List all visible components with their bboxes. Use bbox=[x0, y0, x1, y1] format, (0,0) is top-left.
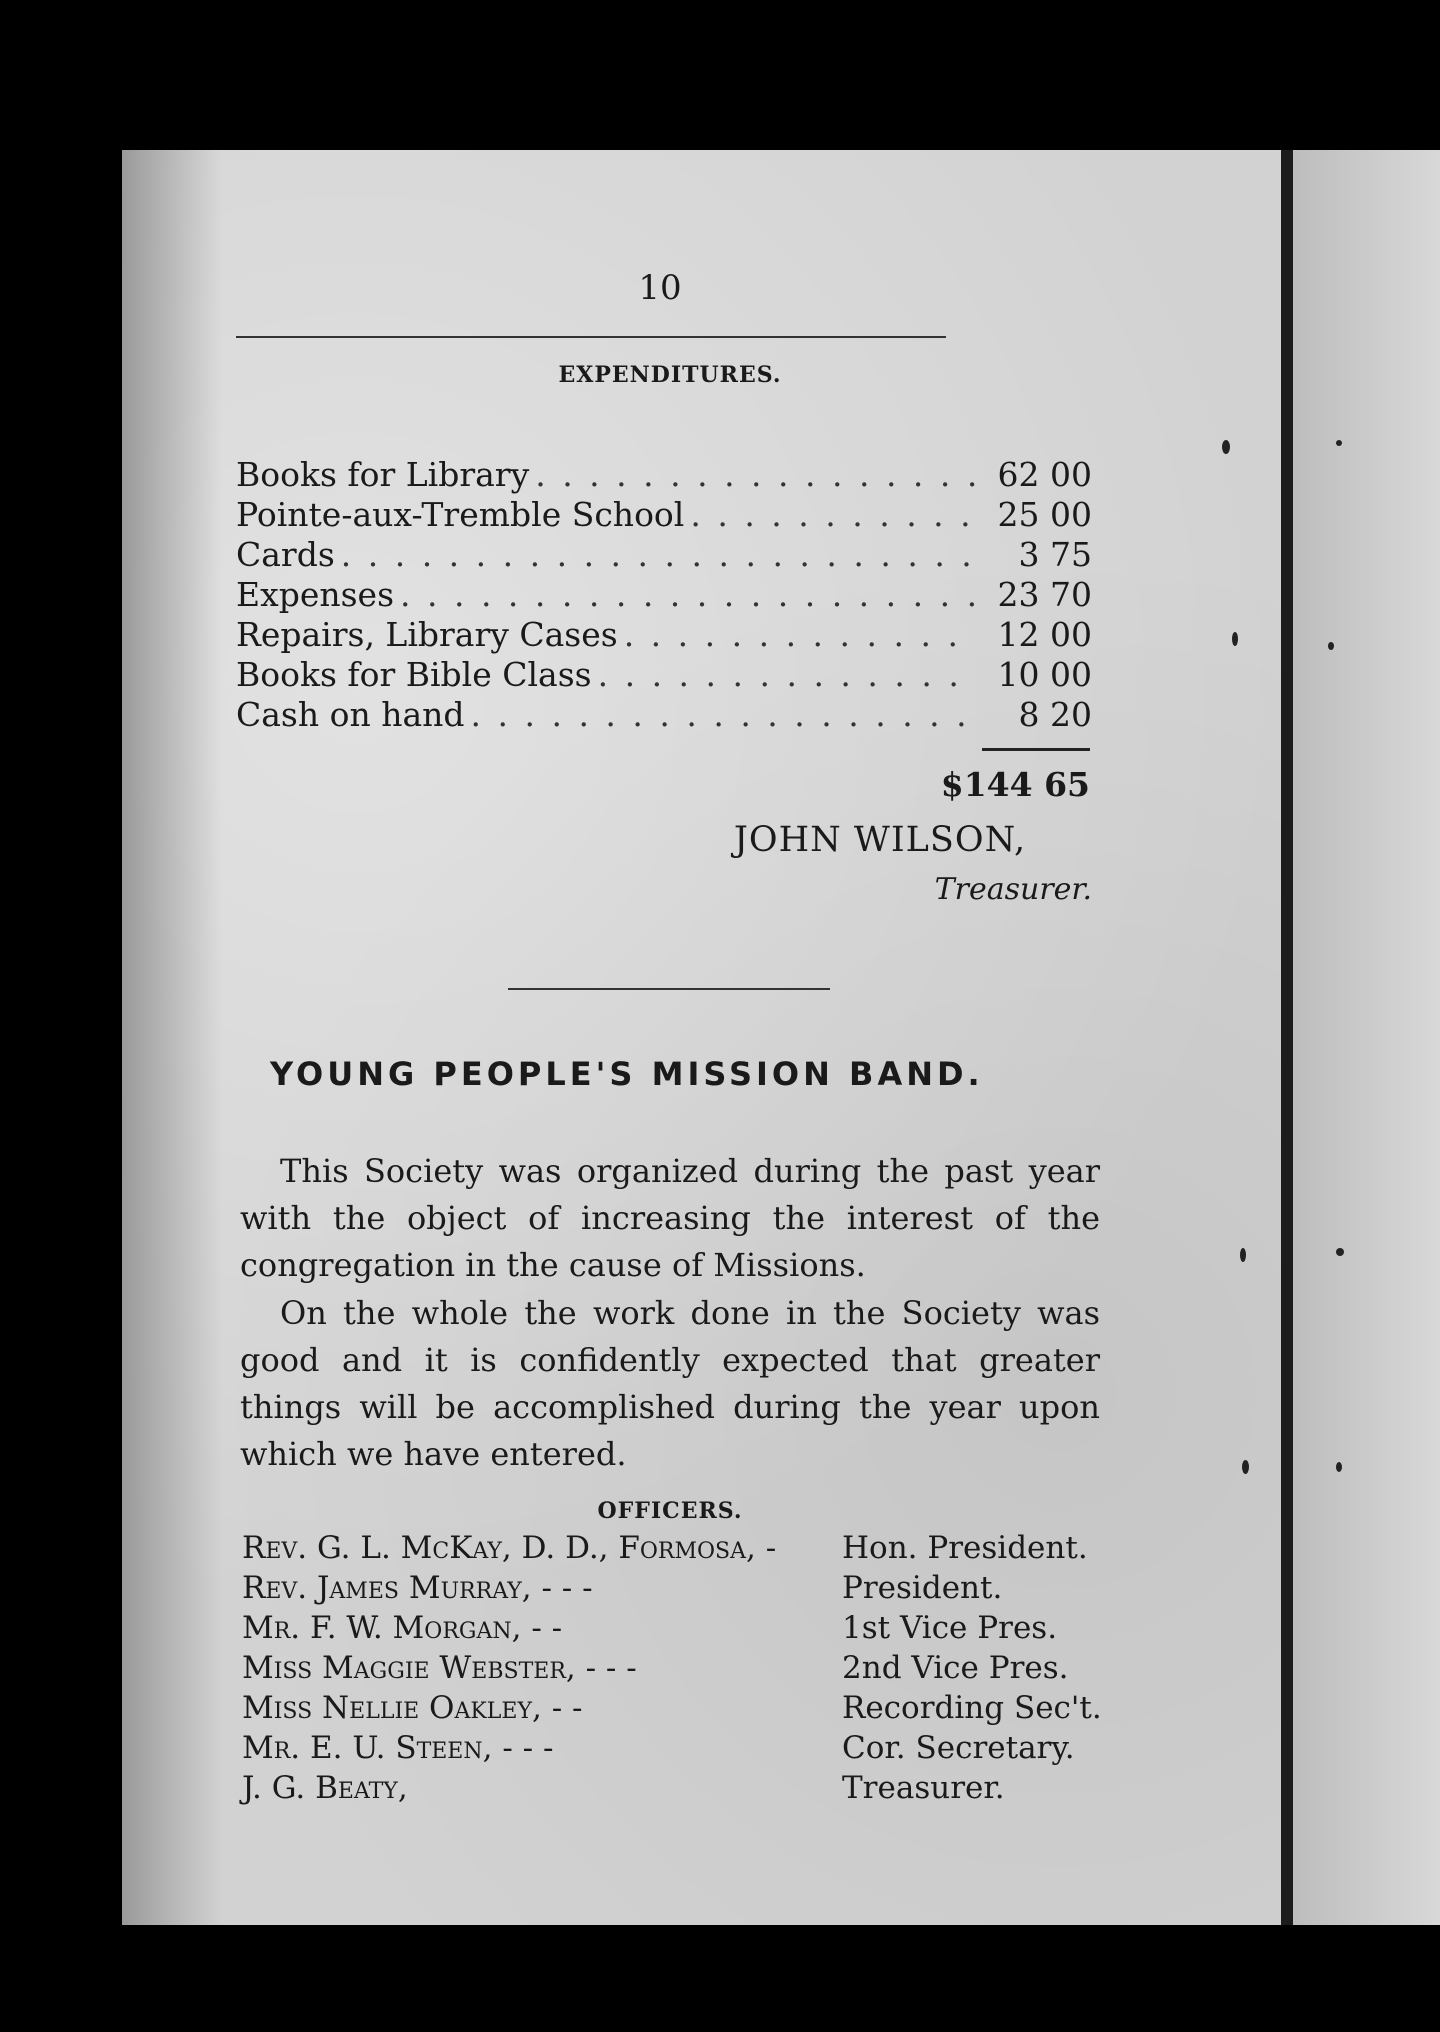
officer-role: Hon. President. bbox=[842, 1530, 1088, 1566]
facing-page-edge bbox=[1293, 150, 1440, 1925]
officer-role: Treasurer. bbox=[842, 1770, 1005, 1806]
officer-name: Miss Maggie Webster, - - - bbox=[242, 1650, 637, 1686]
dot-leader bbox=[341, 535, 976, 574]
expenditure-row bbox=[236, 455, 1092, 495]
total-rule bbox=[982, 748, 1090, 751]
header-rule bbox=[236, 336, 946, 338]
officer-name: Mr. E. U. Steen, - - - bbox=[242, 1730, 554, 1766]
expenditure-amount: 10 00 bbox=[997, 655, 1092, 694]
dot-leader bbox=[535, 455, 976, 494]
expenditure-amount: 8 20 bbox=[1008, 695, 1092, 734]
officer-name: J. G. Beaty, bbox=[242, 1770, 408, 1806]
expenditure-row bbox=[236, 615, 1092, 655]
page-shadow bbox=[122, 150, 222, 1925]
section-divider bbox=[508, 988, 830, 990]
expenditure-row bbox=[236, 575, 1092, 615]
officer-row bbox=[242, 1690, 1102, 1730]
officer-name: Miss Nellie Oakley, - - bbox=[242, 1690, 583, 1726]
page-number: 10 bbox=[638, 268, 682, 308]
officer-role: 1st Vice Pres. bbox=[842, 1610, 1058, 1646]
expenditure-label: Books for Bible Class bbox=[236, 655, 592, 694]
officer-name: Rev. G. L. McKay, D. D., Formosa, - bbox=[242, 1530, 777, 1566]
officer-row bbox=[242, 1650, 1102, 1690]
officer-row bbox=[242, 1530, 1102, 1570]
officers-list bbox=[242, 1530, 1102, 1810]
dot-leader bbox=[471, 695, 976, 734]
officer-row bbox=[242, 1770, 1102, 1810]
expenditure-row bbox=[236, 495, 1092, 535]
expenditure-amount: 62 00 bbox=[997, 455, 1092, 494]
officer-name: Rev. James Murray, - - - bbox=[242, 1570, 593, 1606]
expenditure-amount: 23 70 bbox=[997, 575, 1092, 614]
expenditures-heading: EXPENDITURES. bbox=[558, 362, 782, 388]
expenditures-table bbox=[236, 455, 1092, 735]
dot-leader bbox=[690, 495, 976, 534]
expenditure-amount: 25 00 bbox=[997, 495, 1092, 534]
officers-heading: OFFICERS. bbox=[597, 1498, 743, 1524]
expenditure-label: Books for Library bbox=[236, 455, 530, 494]
expenditure-label: Cash on hand bbox=[236, 695, 465, 734]
officer-row bbox=[242, 1570, 1102, 1610]
expenditure-label: Expenses bbox=[236, 575, 395, 614]
expenditures-total: $144 65 bbox=[940, 765, 1090, 804]
officer-row bbox=[242, 1730, 1102, 1770]
expenditure-amount: 12 00 bbox=[997, 615, 1092, 654]
dot-leader bbox=[400, 575, 976, 614]
book-gutter bbox=[1281, 150, 1293, 1925]
mission-band-paragraph-2: On the whole the work done in the Society was good and it is confidently expected that greater things will be accomplished during the year upon which we have entered. bbox=[240, 1294, 1100, 1473]
mission-band-paragraph-1: This Society was organized during the past year with the object of increasing the interest of the congregation in the cause of Missions. bbox=[240, 1152, 1100, 1284]
officer-name: Mr. F. W. Morgan, - - bbox=[242, 1610, 563, 1646]
treasurer-signature-title: Treasurer. bbox=[934, 872, 1092, 907]
expenditure-amount: 3 75 bbox=[1008, 535, 1092, 574]
expenditure-row bbox=[236, 535, 1092, 575]
expenditure-row bbox=[236, 655, 1092, 695]
mission-band-title: YOUNG PEOPLE'S MISSION BAND. bbox=[270, 1055, 984, 1093]
officer-role: President. bbox=[842, 1570, 1003, 1606]
expenditure-label: Cards bbox=[236, 535, 335, 574]
officer-role: Recording Sec't. bbox=[842, 1690, 1102, 1726]
dot-leader bbox=[624, 615, 976, 654]
expenditure-label: Pointe-aux-Tremble School bbox=[236, 495, 685, 534]
expenditure-row bbox=[236, 695, 1092, 735]
treasurer-signature-name: JOHN WILSON, bbox=[733, 820, 1027, 860]
officer-role: Cor. Secretary. bbox=[842, 1730, 1075, 1766]
expenditure-label: Repairs, Library Cases bbox=[236, 615, 618, 654]
officer-role: 2nd Vice Pres. bbox=[842, 1650, 1069, 1686]
dot-leader bbox=[598, 655, 976, 694]
officer-row bbox=[242, 1610, 1102, 1650]
